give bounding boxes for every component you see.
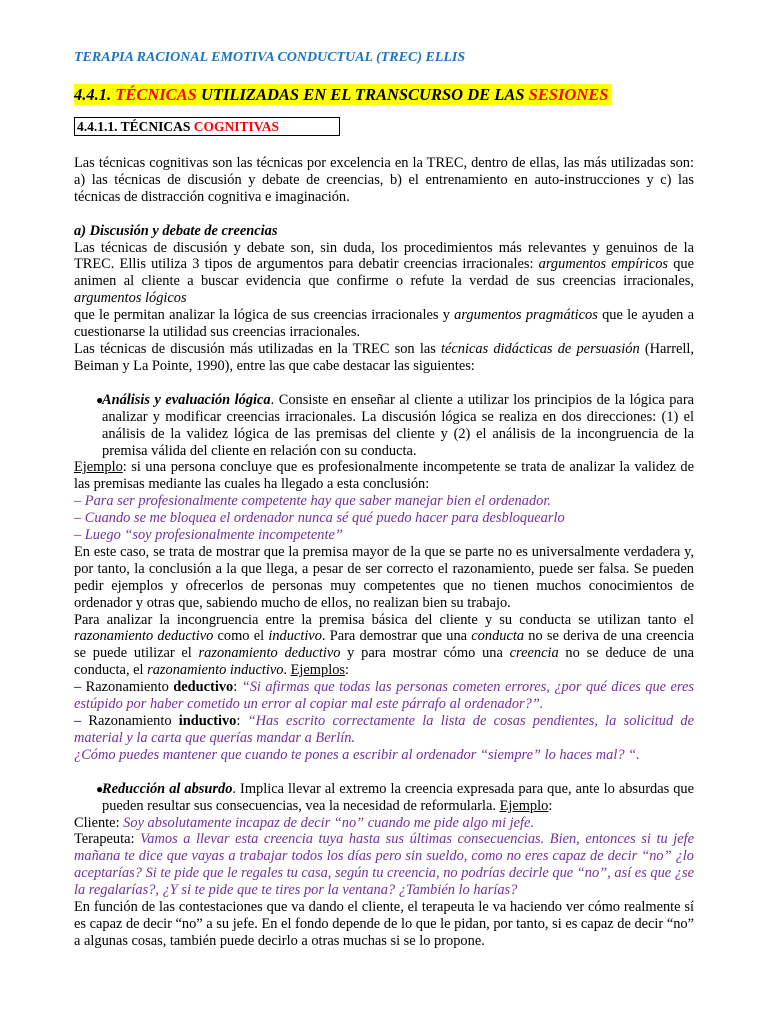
- bullet-reduccion: ● Reducción al absurdo. Implica llevar al extremo la creencia expresada para que, ante lo absurdas que pueden resultar sus consecuencias, vea la necesidad de reformularla. Ejemplo:: [74, 781, 694, 815]
- section-a-paragraph-1: Las técnicas de discusión y debate son, sin duda, los procedimientos más relevantes y genuinos de la TREC. Ellis utiliza 3 tipos de argumentos para debatir creencias irracionales: argumentos empíricos que animen al cliente a buscar evidencia que confirme o refute la verdad de sus creencias irracionales, argumentos lógicos: [74, 239, 694, 307]
- bullet-title: Reducción al absurdo: [102, 780, 233, 797]
- caso-paragraph: En este caso, se trata de mostrar que la premisa mayor de la que se parte no es universalmente verdadera y, por tanto, la conclusión a la que llega, a pesar de ser correcto el razonamiento, puede ser falsa. Se pueden pedir ejemplos y ofrecerlos de personas muy competentes que no tienen muchos conocimientos de ordenador y otras que, sabiendo mucho de ellos, no realizan bien su trabajo.: [74, 543, 694, 611]
- subsection-heading-text: 4.4.1.1. TÉCNICAS: [77, 118, 194, 134]
- section-a-paragraph-3: Las técnicas de discusión más utilizadas en la TREC son las técnicas didácticas de persuasión (Harrell, Beiman y La Pointe, 1990), entre las que cabe destacar las siguientes:: [74, 340, 694, 374]
- terapeuta-line: Terapeuta: Vamos a llevar esta creencia tuya hasta sus últimas consecuencias. Bien, entonces si tu jefe mañana te dice que vayas a trabajar todos los días pero sin sueldo, como no eres capaz de decir “no” ¿lo aceptarías? Si te pide que le regales tu casa, según tu creencia, no podrías decirle que “no”, así es que ¿se la regalarías?, ¿Y si te pide que te tires por la ventana? ¿También lo harías?: [74, 831, 694, 899]
- final-paragraph: En función de las contestaciones que va dando el cliente, el terapeuta le va haciendo ver cómo realmente sí es capaz de decir “no” a su jefe. En el fondo depende de lo que le pidan, por tanto, si es capaz de decir “no” a algunas cosas, también puede decirlo a otras muchas si se lo propone.: [74, 899, 694, 949]
- intro-paragraph: Las técnicas cognitivas son las técnicas por excelencia en la TREC, dentro de ellas, las más utilizadas son: a) las técnicas de discusión y debate de creencias, b) el entrenamiento en auto-instrucciones y c) las técnicas de distracción cognitiva e imaginación.: [74, 154, 694, 205]
- heading-text: UTILIZADAS EN EL TRANSCURSO DE LAS: [196, 84, 529, 104]
- premise-1: – Para ser profesionalmente competente hay que saber manejar bien el ordenador.: [74, 493, 551, 510]
- bullet-title: Análisis y evaluación lógica: [102, 391, 271, 408]
- heading-red-word-1: TÉCNICAS: [115, 84, 197, 104]
- section-heading: [74, 84, 612, 105]
- bullet-analisis: ● Análisis y evaluación lógica. Consiste en enseñar al cliente a utilizar los principios de la lógica para analizar y modificar creencias irracionales. La discusión lógica se realiza en dos direcciones: (1) el análisis de la validez lógica de las premisas del cliente y (2) el análisis de la incongruencia de la premisa válida del cliente en relación con su conducta.: [74, 392, 694, 460]
- incongruencia-paragraph: Para analizar la incongruencia entre la premisa básica del cliente y su conducta se utilizan tanto el razonamiento deductivo como el inductivo. Para demostrar que una conducta no se deriva de una creencia se puede utilizar el razonamiento deductivo y para mostrar cómo una creencia no se deduce de una conducta, el razonamiento inductivo. Ejemplos:: [74, 611, 694, 679]
- ejemplo-1: Ejemplo: si una persona concluye que es profesionalmente incompetente se trata de analizar la validez de las premisas mediante las cuales ha llegado a esta conclusión:: [74, 459, 694, 493]
- subsection-heading-box: [74, 117, 340, 136]
- document-page: [74, 48, 694, 950]
- running-header: TERAPIA RACIONAL EMOTIVA CONDUCTUAL (TREC) ELLIS: [74, 50, 466, 65]
- bullet-dot-icon: ●: [96, 781, 104, 796]
- heading-number: 4.4.1.: [74, 84, 116, 104]
- inductivo-example-2: ¿Cómo puedes mantener que cuando te pones a escribir al ordenador “siempre” lo haces mal? “.: [74, 746, 640, 763]
- heading-red-word-2: SESIONES: [528, 84, 609, 104]
- deductivo-example: – Razonamiento deductivo: “Si afirmas que todas las personas cometen errores, ¿por qué dices que eres estúpido por haber cometido un error al copiar mal este párrafo al ordenador?”.: [74, 679, 694, 713]
- section-a-title: a) Discusión y debate de creencias: [74, 222, 278, 239]
- premise-2: – Cuando se me bloquea el ordenador nunca sé qué puedo hacer para desbloquearlo: [74, 510, 565, 527]
- bullet-dot-icon: ●: [96, 392, 104, 407]
- subsection-heading-red-word: COGNITIVAS: [193, 118, 280, 134]
- cliente-line: Cliente: Soy absolutamente incapaz de decir “no” cuando me pide algo mi jefe.: [74, 814, 535, 831]
- section-a-paragraph-2: que le permitan analizar la lógica de sus creencias irracionales y argumentos pragmáticos que le ayuden a cuestionarse la utilidad sus creencias irracionales.: [74, 307, 695, 341]
- inductivo-example: – Razonamiento inductivo: “Has escrito correctamente la lista de cosas pendientes, la solicitud de material y la carta que querías mandar a Berlín.: [74, 713, 694, 746]
- premise-3: – Luego “soy profesionalmente incompetente”: [74, 527, 343, 544]
